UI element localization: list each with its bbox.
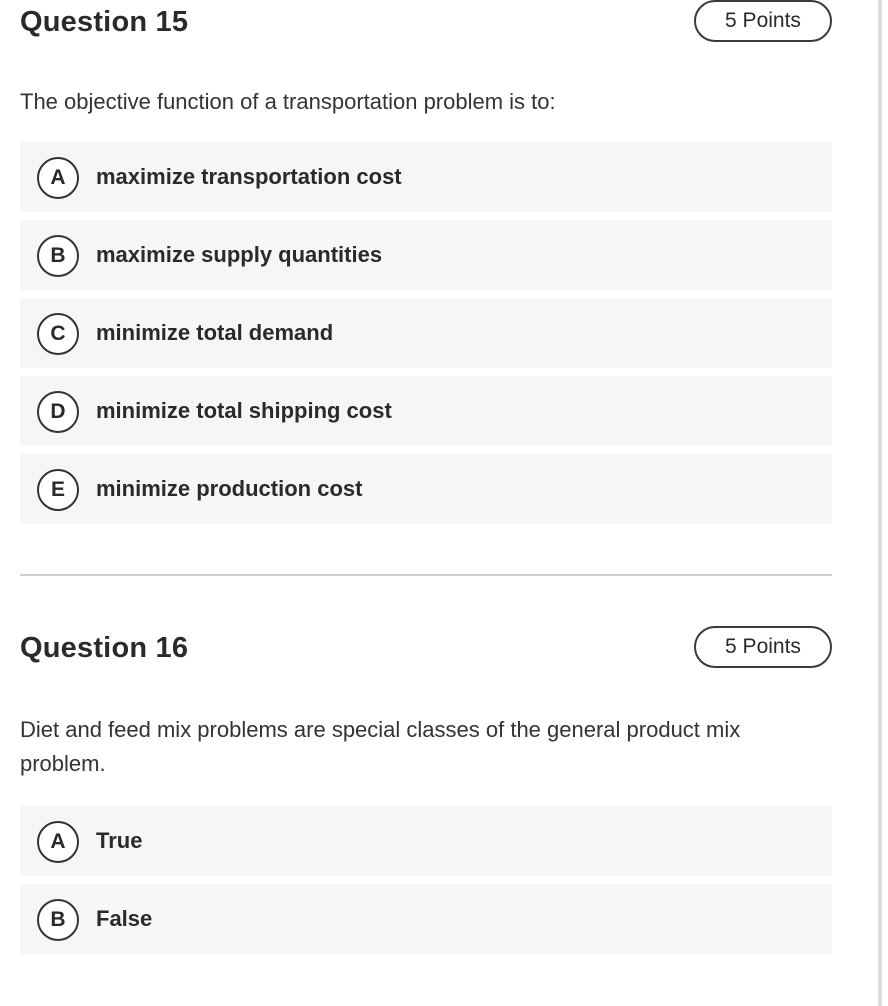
question-header: [20, 626, 832, 670]
answer-option-d[interactable]: [20, 376, 832, 446]
answer-option-b[interactable]: [20, 884, 832, 954]
option-letter-badge: B: [37, 899, 79, 941]
question-16: [20, 626, 832, 931]
option-label: maximize supply quantities: [96, 242, 383, 267]
question-header: [20, 0, 832, 44]
points-badge: 5 Points: [694, 626, 832, 668]
option-label: minimize total shipping cost: [96, 398, 392, 423]
answer-option-c[interactable]: [20, 298, 832, 368]
option-letter-badge: C: [37, 313, 79, 355]
option-label: False: [96, 906, 153, 931]
question-15: [20, 0, 832, 501]
page-edge-scroll-track: [878, 0, 882, 1006]
answer-option-a[interactable]: [20, 142, 832, 212]
answer-option-b[interactable]: [20, 220, 832, 290]
option-letter-badge: A: [37, 821, 79, 863]
answer-option-a[interactable]: [20, 806, 832, 876]
option-letter-badge: A: [37, 157, 79, 199]
points-badge: 5 Points: [694, 0, 832, 42]
question-divider: [20, 574, 832, 576]
option-label: minimize total demand: [96, 320, 334, 345]
question-title: Question 15: [20, 6, 189, 38]
option-label: True: [96, 828, 143, 853]
option-label: maximize transportation cost: [96, 164, 402, 189]
question-title: Question 16: [20, 632, 189, 664]
answer-options: [20, 142, 832, 532]
option-letter-badge: B: [37, 235, 79, 277]
question-prompt: Diet and feed mix problems are special classes of the general product mix problem.: [20, 717, 741, 776]
question-prompt: The objective function of a transportation problem is to:: [20, 89, 556, 114]
answer-options: [20, 806, 832, 962]
option-letter-badge: D: [37, 391, 79, 433]
answer-option-e[interactable]: [20, 454, 832, 524]
option-letter-badge: E: [37, 469, 79, 511]
option-label: minimize production cost: [96, 476, 363, 501]
